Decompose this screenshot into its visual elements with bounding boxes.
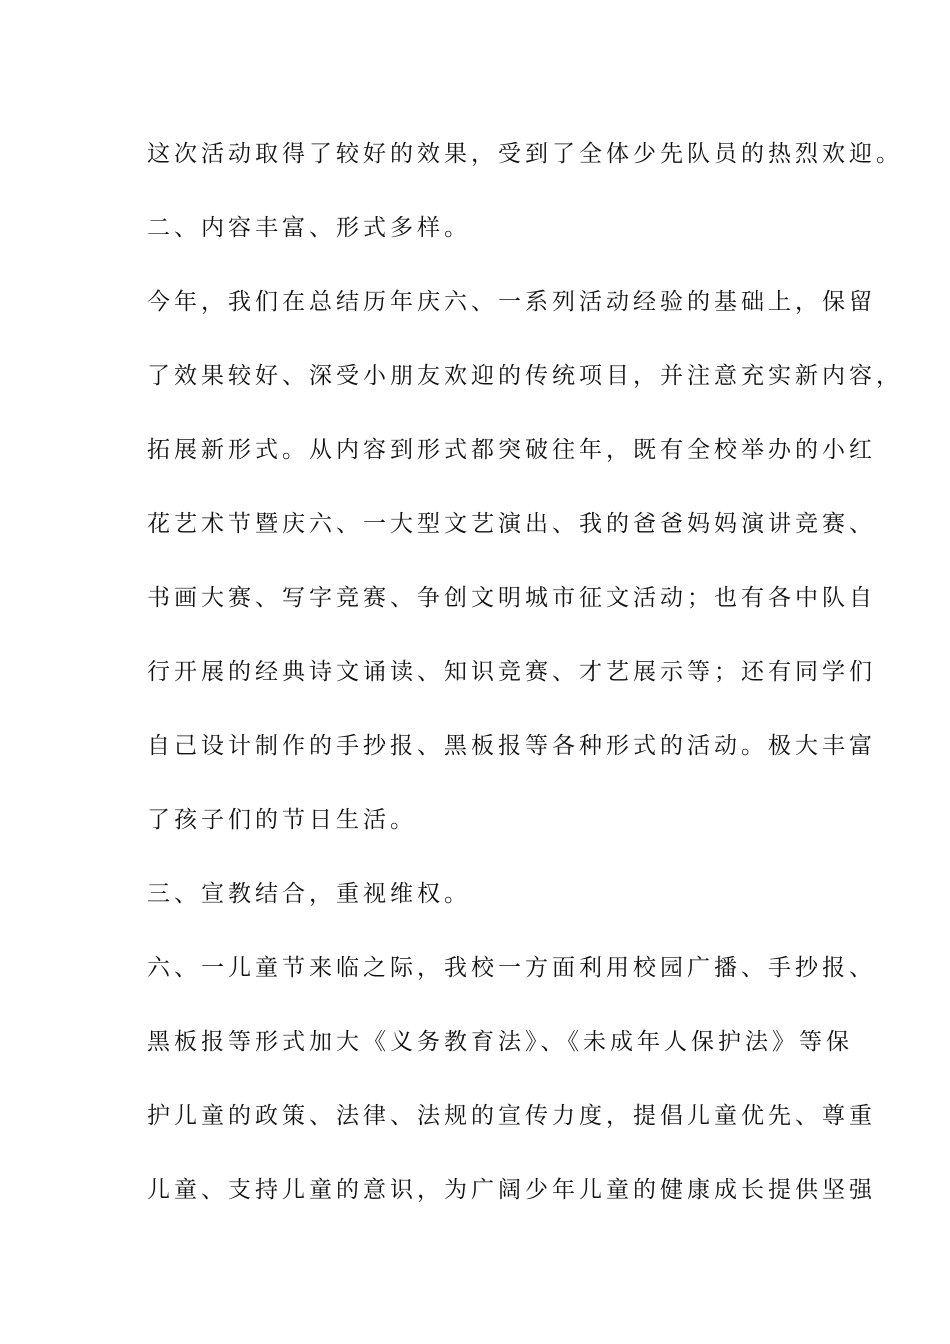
- text-line: 花艺术节暨庆六、一大型文艺演出、我的爸爸妈妈演讲竞赛、: [147, 511, 876, 537]
- section-heading: 三、宣教结合，重视维权。: [147, 881, 471, 907]
- text-line: 书画大赛、写字竞赛、争创文明城市征文活动；也有各中队自: [147, 585, 876, 611]
- text-line: 行开展的经典诗文诵读、知识竞赛、才艺展示等；还有同学们: [147, 659, 876, 685]
- text-line: 了效果较好、深受小朋友欢迎的传统项目，并注意充实新内容，: [147, 363, 903, 389]
- text-line: 黑板报等形式加大《义务教育法》、《未成年人保护法》等保: [147, 1029, 853, 1055]
- text-line: 自己设计制作的手抄报、黑板报等各种形式的活动。极大丰富: [147, 733, 876, 759]
- text-line: 这次活动取得了较好的效果，受到了全体少先队员的热烈欢迎。: [147, 141, 903, 167]
- text-line: 了孩子们的节日生活。: [147, 807, 417, 833]
- text-line: 儿童、支持儿童的意识，为广阔少年儿童的健康成长提供坚强: [147, 1177, 876, 1203]
- text-line: 拓展新形式。从内容到形式都突破往年，既有全校举办的小红: [147, 437, 876, 463]
- section-heading: 二、内容丰富、形式多样。: [147, 215, 471, 241]
- text-line: 今年，我们在总结历年庆六、一系列活动经验的基础上，保留: [147, 289, 876, 315]
- text-line: 护儿童的政策、法律、法规的宣传力度，提倡儿童优先、尊重: [147, 1103, 876, 1129]
- text-line: 六、一儿童节来临之际，我校一方面利用校园广播、手抄报、: [147, 955, 876, 981]
